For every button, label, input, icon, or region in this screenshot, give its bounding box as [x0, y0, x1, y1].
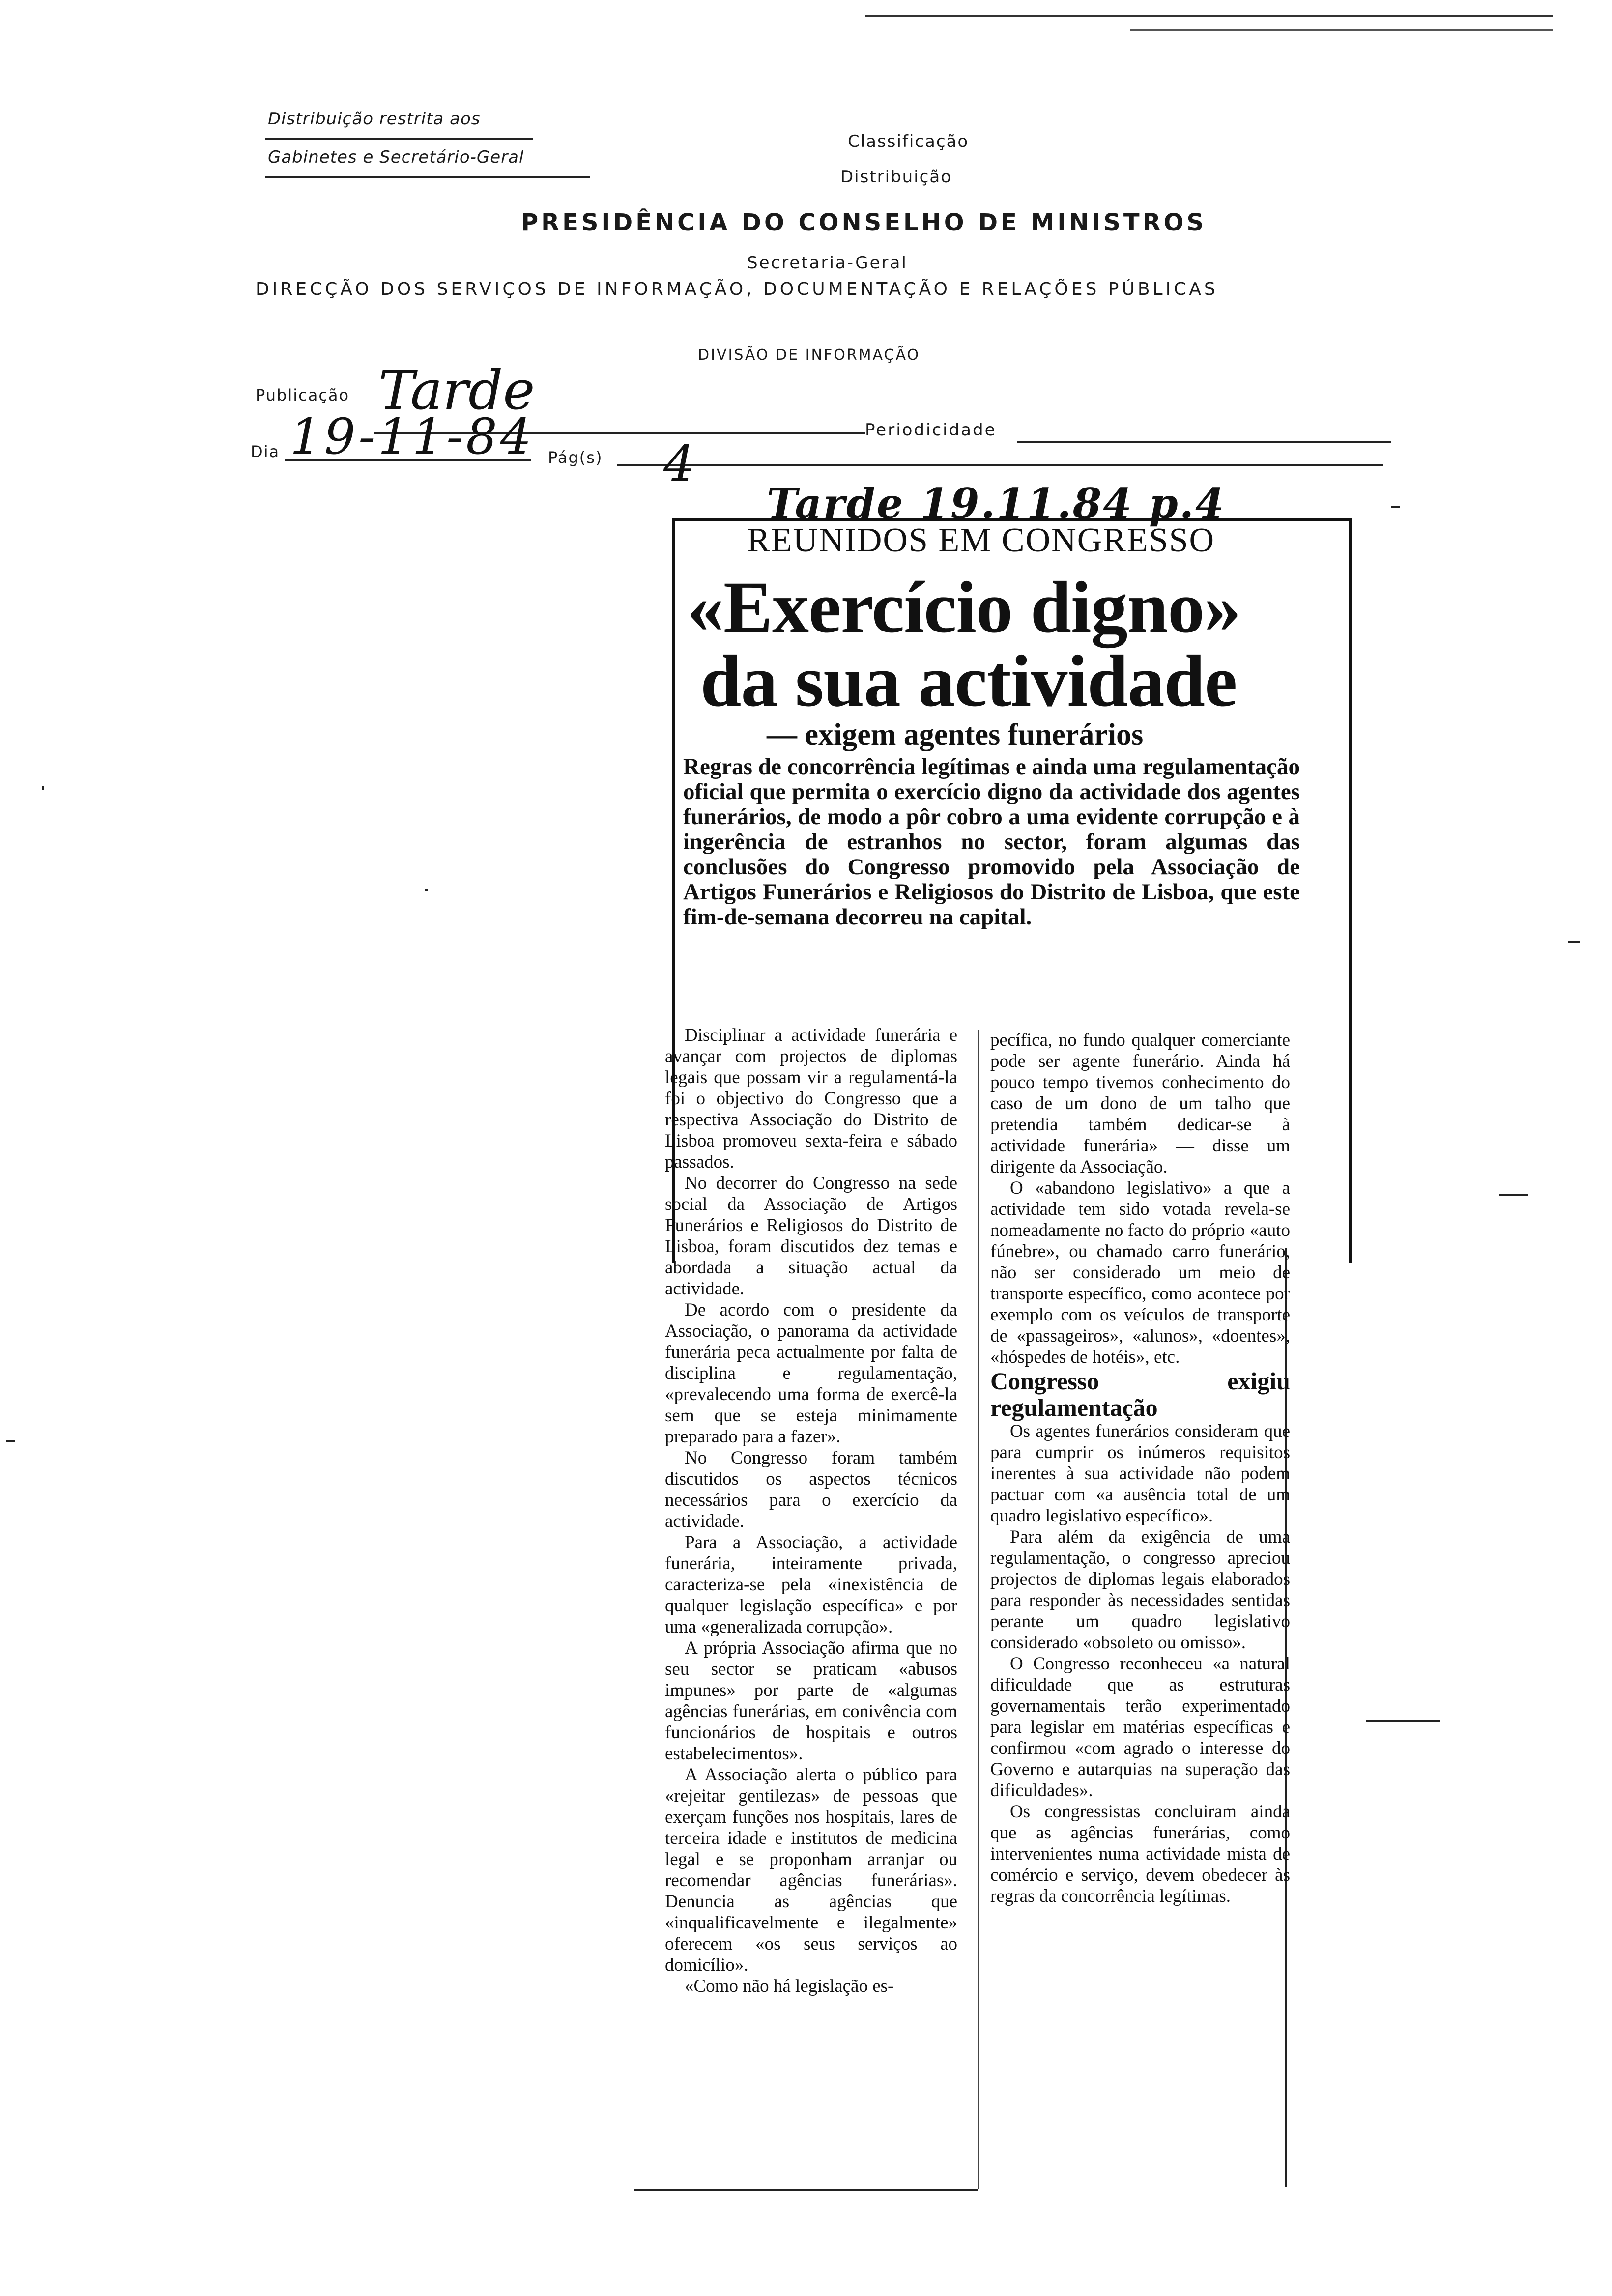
- day-label: Dia: [251, 442, 280, 461]
- scan-speck: [425, 889, 428, 891]
- gabinetes-note: Gabinetes e Secretário-Geral: [268, 147, 524, 167]
- underline: [265, 176, 590, 178]
- classification-label: Classificação: [848, 132, 969, 151]
- paragraph: «Como não há legislação es-: [685, 1976, 894, 1996]
- scan-speck: [42, 786, 44, 790]
- ministry-title: PRESIDÊNCIA DO CONSELHO DE MINISTROS: [521, 209, 1207, 236]
- paragraph: Os agentes funerários consideram que para cumprir os inúmeros requisitos inerentes à sua actividade não podem pactuar com «a ausência total de um quadro legislativo específico».: [990, 1421, 1290, 1526]
- article-column-1: [665, 1025, 957, 1997]
- paragraph: O Congresso reconheceu «a natural dificuldade que as estruturas governamentais terão experimentado para legislar em matérias específicas e confirmou «com agrado o interesse do Governo e autarquias na superação das dificuldades».: [990, 1654, 1290, 1801]
- division-label: DIVISÃO DE INFORMAÇÃO: [698, 346, 921, 364]
- paragraph: A Associação alerta o público para «rejeitar gentilezas» de pessoas que exerçam funções nos hospitais, lares de terceira idade e institutos de medicina legal e se proponham arranjar ou recomendar agências funerárias». Denuncia as agências que «inqualificavelmente e ilegalmente» oferecem «os seus serviços ao domicílio».: [665, 1765, 957, 1975]
- distribution-note: Distribuição restrita aos: [268, 109, 481, 129]
- article-column-2: [990, 1030, 1290, 1907]
- scan-edge-line: [1130, 29, 1553, 31]
- pages-handwritten: 4: [663, 435, 695, 492]
- secretariat-label: Secretaria-Geral: [747, 253, 908, 273]
- scan-speck: [6, 1440, 15, 1442]
- paragraph: Para além da exigência de uma regulamentação, o congresso apreciou projectos de diplomas legais elaborados para responder às necessidades sentidas perante um quadro legislativo considerado «obsoleto ou omisso».: [990, 1527, 1290, 1653]
- column-end-rule: [634, 2189, 978, 2191]
- paragraph: No Congresso foram também discutidos os aspectos técnicos necessários para o exercício da actividade.: [665, 1448, 957, 1531]
- paragraph: Disciplinar a actividade funerária e avançar com projectos de diplomas legais que possam vir a regulamentá-la foi o objectivo do Congresso que a respectiva Associação do Distrito de Lisboa promoveu sexta-feira e sábado passados.: [665, 1025, 957, 1172]
- scan-speck: [1499, 1194, 1528, 1196]
- publication-label: Publicação: [256, 386, 350, 404]
- periodicity-label: Periodicidade: [865, 420, 997, 440]
- article-headline: da sua actividade: [700, 640, 1237, 722]
- day-handwritten: 19-11-84: [290, 408, 535, 465]
- section-subheading: Congresso exigiu regulamentação: [990, 1367, 1290, 1421]
- scan-speck: [1366, 1720, 1440, 1722]
- paragraph: No decorrer do Congresso na sede social da Associação de Artigos Funerários e Religiosos do Distrito de Lisboa, foram discutidos dez temas e abordada a situação actual da actividade.: [665, 1173, 957, 1299]
- article-subheadline: — exigem agentes funerários: [767, 718, 1144, 751]
- paragraph: Os congressistas concluiram ainda que as agências funerárias, como intervenientes numa actividade mista de comércio e serviço, devem obedecer às regras da concorrência legítimas.: [990, 1802, 1290, 1906]
- column-divider: [978, 1030, 979, 2189]
- paragraph: A própria Associação afirma que no seu sector se praticam «abusos impunes» por parte de «algumas agências funerárias, em conivência com funcionários de hospitais e outros estabelecimentos».: [665, 1638, 957, 1764]
- pages-label: Pág(s): [548, 448, 603, 467]
- periodicity-line: [1017, 441, 1391, 443]
- article-headline: «Exercício digno»: [687, 567, 1241, 648]
- scan-edge-line: [865, 15, 1553, 17]
- paragraph: O «abandono legislativo» a que a actividade tem sido votada revela-se nomeadamente no facto do próprio «auto fúnebre», ou chamado carro funerário, não ser considerado um meio de transporte específico, como acontece por exemplo com os veículos de transporte de «passageiros», «alunos», «doentes», «hóspedes de hotéis», etc.: [990, 1178, 1290, 1367]
- scan-speck: [1568, 941, 1580, 943]
- publication-handwritten: Tarde: [378, 359, 535, 422]
- article-lede: Regras de concorrência legítimas e ainda uma regulamentação oficial que permita o exercício digno da actividade dos agentes funerários, de modo a pôr cobro a uma evidente corrupção e à ingerência de estranhos no sector, foram algumas das conclusões do Congresso promovido pela Associação de Artigos Funerários e Religiosos do Distrito de Lisboa, que este fim-de-semana decorreu na capital.: [683, 754, 1300, 930]
- pages-line: [617, 464, 1383, 466]
- article-kicker: REUNIDOS EM CONGRESSO: [747, 521, 1215, 559]
- distribution-label: Distribuição: [840, 167, 952, 187]
- scan-speck: [1391, 506, 1400, 508]
- paragraph: pecífica, no fundo qualquer comerciante pode ser agente funerário. Ainda há pouco tempo tivemos conhecimento do caso de um dono de um talho que pretendia também dedicar-se à actividade funerária» — disse um dirigente da Associação.: [990, 1030, 1290, 1177]
- underline: [265, 138, 533, 140]
- directorate-label: DIRECÇÃO DOS SERVIÇOS DE INFORMAÇÃO, DOCUMENTAÇÃO E RELAÇÕES PÚBLICAS: [256, 279, 1218, 299]
- paragraph: Para a Associação, a actividade funerária, inteiramente privada, caracteriza-se pela «inexistência de qualquer legislação específica» e por uma «generalizada corrupção».: [665, 1532, 957, 1637]
- source-annotation: Tarde 19.11.84 p.4: [767, 479, 1226, 528]
- paragraph: De acordo com o presidente da Associação, o panorama da actividade funerária peca actualmente por falta de disciplina e regulamentação, «prevalecendo uma forma de exercê-la sem que se esteja minimamente preparado para a fazer».: [665, 1300, 957, 1447]
